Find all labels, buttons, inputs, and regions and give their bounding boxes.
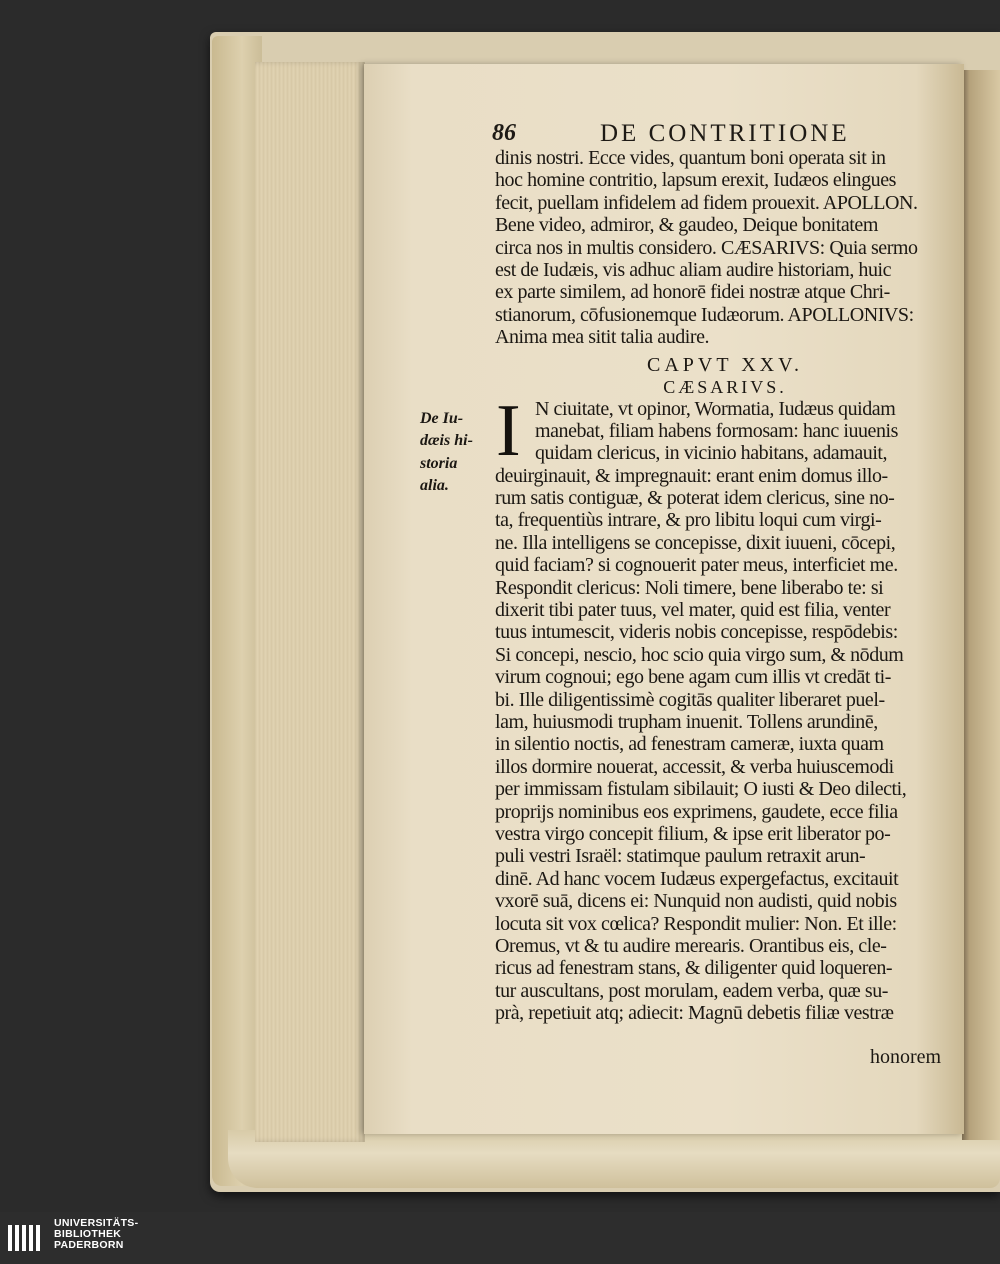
footer-bar bbox=[0, 1212, 1000, 1264]
text-line: Respondit clericus: Noli timere, bene liberabo te: si bbox=[495, 576, 884, 599]
text-line: puli vestri Israël: statimque paulum retraxit arun- bbox=[495, 845, 866, 868]
text-line: Si concepi, nescio, hoc scio quia virgo sum, & nōdum bbox=[495, 643, 904, 666]
text-line: ex parte similem, ad honorē fidei nostræ atque Chri- bbox=[495, 281, 890, 304]
text-line: deuirginauit, & impregnauit: erant enim domus illo- bbox=[495, 464, 888, 487]
text-line: est de Iudæis, vis adhuc aliam audire historiam, huic bbox=[495, 258, 892, 281]
page-stack bbox=[255, 62, 365, 1142]
text-line: ne. Illa intelligens se concepisse, dixit iuueni, cōcepi, bbox=[495, 531, 896, 554]
text-line: illos dormire nouerat, accessit, & verba huiuscemodi bbox=[495, 755, 894, 778]
text-line: tuus intumescit, videris nobis concepisse, respōdebis: bbox=[495, 621, 898, 644]
text-line: fecit, puellam infidelem ad fidem prouexit. APOLLON. bbox=[495, 191, 918, 214]
text-line: in silentio noctis, ad fenestram cameræ, iuxta quam bbox=[495, 733, 884, 756]
catchword: honorem bbox=[870, 1046, 942, 1068]
marginal-note-line: storia bbox=[420, 454, 458, 472]
text-block bbox=[495, 147, 965, 1024]
text-line: circa nos in multis considero. CÆSARIVS: Quia sermo bbox=[495, 236, 918, 259]
text-line: Anima mea sitit talia audire. bbox=[495, 326, 710, 349]
library-name-line: UNIVERSITÄTS- bbox=[54, 1217, 139, 1229]
text-line: lam, huiusmodi trupham inuenit. Tollens arundinē, bbox=[495, 710, 878, 733]
library-name-line: PADERBORN bbox=[54, 1239, 124, 1251]
facing-page-edge bbox=[962, 70, 1000, 1140]
text-body bbox=[495, 390, 965, 1025]
text-line: per immissam fistulam sibilauit; O iusti & Deo dilecti, bbox=[495, 778, 907, 801]
text-line: ricus ad fenestram stans, & diligenter quid loqueren- bbox=[495, 957, 893, 980]
marginal-note-line: dæis hi- bbox=[420, 432, 473, 450]
page-number: 86 bbox=[492, 120, 516, 146]
library-bars-logo-icon bbox=[8, 1219, 46, 1257]
text-line: locuta sit vox cœlica? Respondit mulier: Non. Et ille: bbox=[495, 912, 897, 935]
text-line: quid faciam? si cognouerit pater meus, interficiet me. bbox=[495, 554, 898, 577]
text-line: tur auscultans, post morulam, eadem verba, quæ su- bbox=[495, 979, 888, 1002]
marginal-note bbox=[420, 408, 490, 498]
text-line: dinē. Ad hanc vocem Iudæus expergefactus, excitauit bbox=[495, 867, 899, 890]
marginal-note-line: alia. bbox=[420, 477, 449, 495]
text-line: vestra virgo concepit filium, & ipse erit liberator po- bbox=[495, 822, 891, 845]
text-line: virum cognoui; ego bene agam cum illis vt credāt ti- bbox=[495, 666, 891, 689]
marginal-note-line: De Iu- bbox=[420, 410, 464, 427]
text-line: proprijs nominibus eos exprimens, gaudete, ecce filia bbox=[495, 800, 898, 823]
text-line: dinis nostri. Ecce vides, quantum boni operata sit in bbox=[495, 147, 886, 169]
running-title: DE CONTRITIONE bbox=[600, 120, 850, 147]
text-line: Bene video, admiror, & gaudeo, Deique bonitatem bbox=[495, 214, 878, 237]
text-line: Oremus, vt & tu audire merearis. Orantibus eis, cle- bbox=[495, 934, 887, 957]
text-line: bi. Ille diligentissimè cogitās qualiter liberaret puel- bbox=[495, 688, 885, 711]
text-line: dixerit tibi pater tuus, vel mater, quid est filia, venter bbox=[495, 599, 891, 622]
text-line: hoc homine contritio, lapsum erexit, Iudæos elingues bbox=[495, 169, 896, 192]
drop-cap: I bbox=[496, 390, 521, 472]
library-name bbox=[54, 1218, 138, 1251]
text-line: prà, repetiuit atq; adiecit: Magnū debetis filiæ vestræ bbox=[495, 1002, 894, 1025]
text-line: stianorum, cōfusionemque Iudæorum. APOLLONIVS: bbox=[495, 303, 914, 326]
chapter-heading: CAPVT XXV. bbox=[647, 354, 803, 376]
text-top bbox=[495, 147, 965, 349]
speaker-heading: CÆSARIVS. bbox=[663, 377, 787, 397]
text-line: rum satis contiguæ, & poterat idem clericus, sine no- bbox=[495, 487, 895, 510]
text-line: ta, frequentiùs intrare, & pro libitu loqui cum virgi- bbox=[495, 509, 882, 532]
text-line: quidam clericus, in vicinio habitans, adamauit, bbox=[535, 442, 888, 465]
text-line: manebat, filiam habens formosam: hanc iuuenis bbox=[535, 419, 898, 442]
text-line: vxorē suā, dicens ei: Nunquid non audisti, quid nobis bbox=[495, 890, 897, 913]
running-head bbox=[492, 120, 962, 150]
library-name-line: BIBLIOTHEK bbox=[54, 1228, 122, 1240]
text-line: N ciuitate, vt opinor, Wormatia, Iudæus quidam bbox=[535, 397, 896, 420]
